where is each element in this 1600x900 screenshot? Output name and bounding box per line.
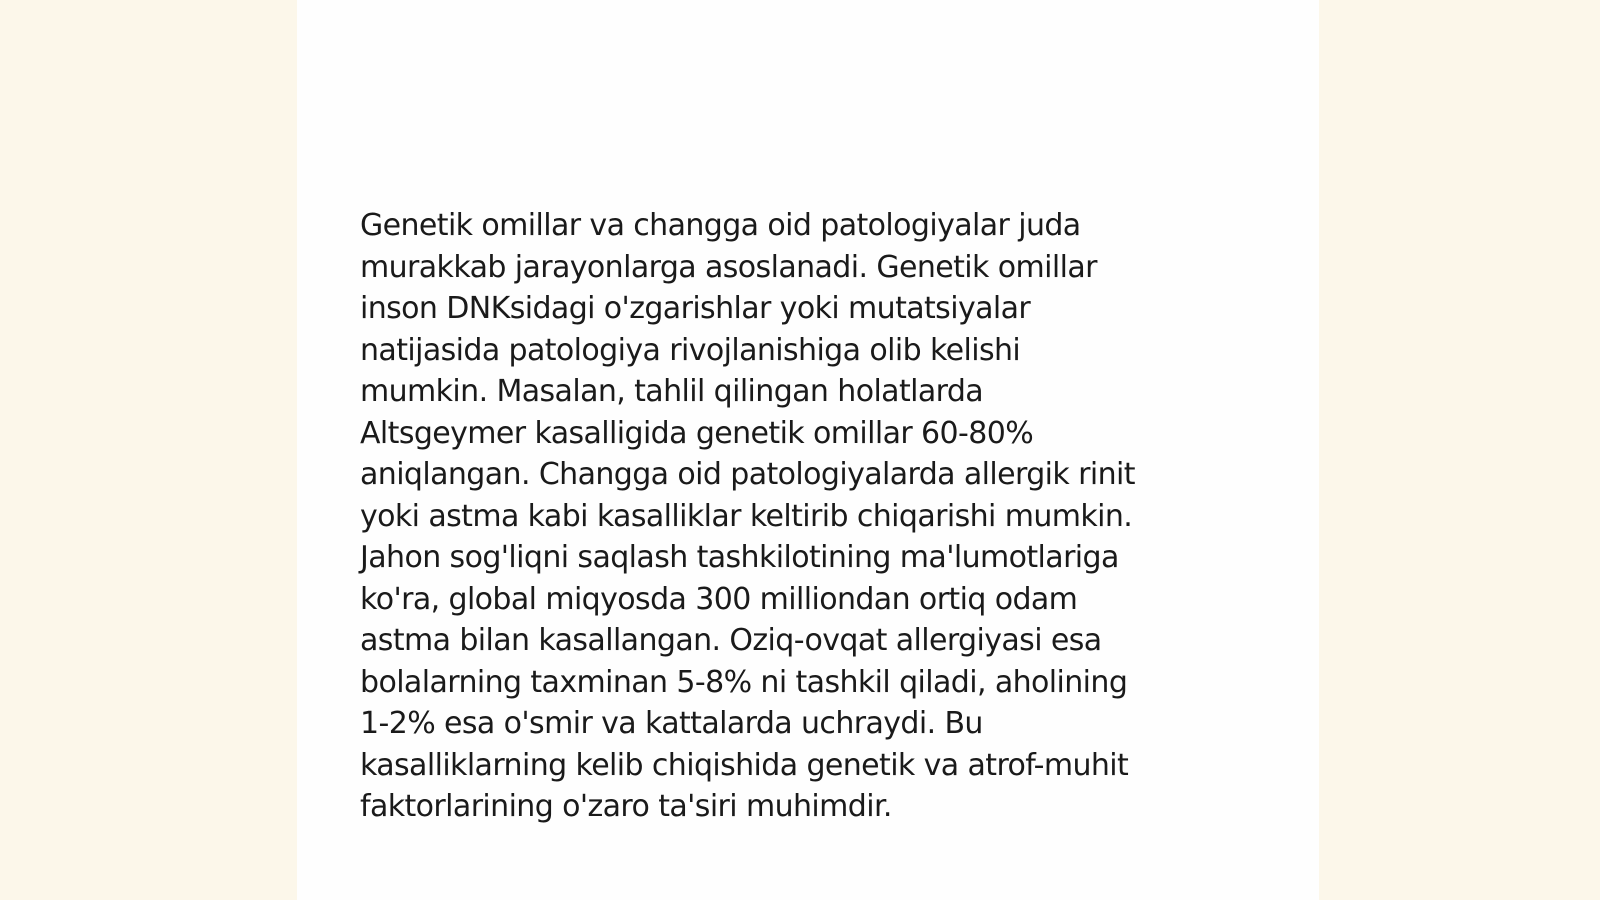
body-paragraph: Genetik omillar va changga oid patologiyalar juda murakkab jarayonlarga asoslanadi. Genetik omillar inson DNKsidagi o'zgarishlar yoki mutatsiyalar natijasida patologiya rivojlanishiga olib kelishi mumkin. Masalan, tahlil qilingan holatlarda Altsgeymer kasalligida genetik omillar 60-80% aniqlangan. Changga oid patologiyalarda allergik rinit yoki astma kabi kasalliklar keltirib chiqarishi mumkin. Jahon sog'liqni saqlash tashkilotining ma'lumotlariga ko'ra, global miqyosda 300 milliondan ortiq odam astma bilan kasallangan. Oziq-ovqat allergiyasi esa bolalarning taxminan 5-8% ni tashkil qiladi, aholining 1-2% esa o'smir va kattalarda uchraydi. Bu kasalliklarning kelib chiqishida genetik va atrof-muhit faktorlarining o'zaro ta'siri muhimdir.	[360, 208, 1135, 824]
document-page	[297, 0, 1319, 900]
